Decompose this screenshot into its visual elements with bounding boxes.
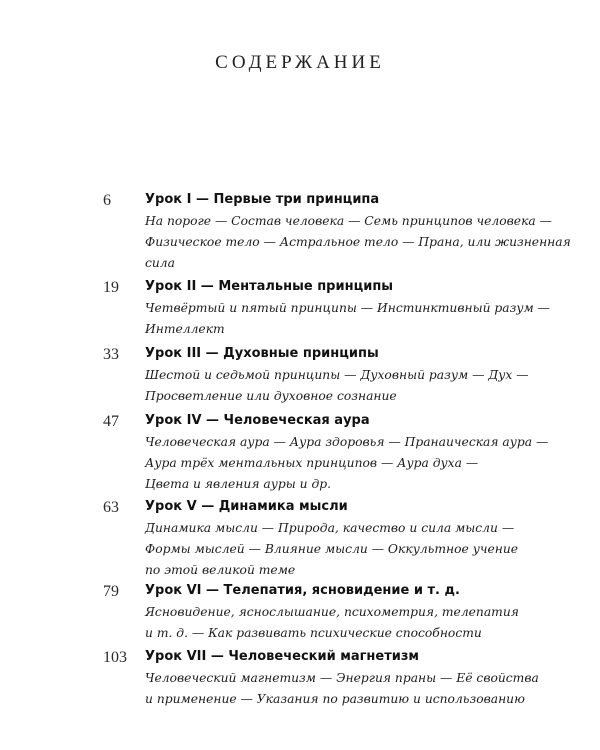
toc-entry-lesson-3[interactable]	[0, 346, 600, 403]
subtopics-line: Человеческий магнетизм — Энергия праны — Её свойства	[145, 671, 539, 685]
lesson-title[interactable]: Урок II — Ментальные принципы	[145, 279, 394, 294]
lesson-title[interactable]: Урок III — Духовные принципы	[145, 346, 379, 361]
toc-entry-lesson-6[interactable]	[0, 583, 600, 640]
toc-entry-lesson-7[interactable]	[0, 649, 600, 706]
subtopics-line: Шестой и седьмой принципы — Духовный разум — Дух —	[145, 368, 529, 382]
subtopics-line: и т. д. — Как развивать психические способности	[145, 626, 482, 640]
lesson-title[interactable]: Урок I — Первые три принципа	[145, 192, 380, 207]
page-number: 47	[103, 413, 119, 430]
subtopics-line: Физическое тело — Астральное тело — Прана, или жизненная	[145, 235, 571, 249]
lesson-title[interactable]: Урок IV — Человеческая аура	[145, 413, 370, 428]
subtopics-line: Интеллект	[145, 322, 225, 336]
page-number: 6	[103, 192, 111, 209]
lesson-title[interactable]: Урок VII — Человеческий магнетизм	[145, 649, 420, 664]
toc-entry-lesson-2[interactable]	[0, 279, 600, 336]
lesson-title[interactable]: Урок V — Динамика мысли	[145, 499, 348, 514]
subtopics-line: Аура трёх ментальных принципов — Аура духа —	[145, 456, 479, 470]
subtopics-line: сила	[145, 256, 175, 270]
subtopics-line: и применение — Указания по развитию и использованию	[145, 692, 525, 706]
subtopics-line: Цвета и явления ауры и др.	[145, 477, 332, 491]
subtopics-line: Динамика мысли — Природа, качество и сила мысли —	[145, 521, 515, 535]
toc-entry-lesson-5[interactable]	[0, 499, 600, 577]
subtopics-line: На пороге — Состав человека — Семь принципов человека —	[145, 214, 552, 228]
toc-entry-lesson-1[interactable]	[0, 192, 600, 270]
lesson-title[interactable]: Урок VI — Телепатия, ясновидение и т. д.	[145, 583, 460, 598]
subtopics-line: Человеческая аура — Аура здоровья — Пранаическая аура —	[145, 435, 549, 449]
subtopics-line: Формы мыслей — Влияние мысли — Оккультное учение	[145, 542, 519, 556]
toc-entry-lesson-4[interactable]	[0, 413, 600, 491]
subtopics-line: Просветление или духовное сознание	[145, 389, 397, 403]
page-title: СОДЕРЖАНИЕ	[215, 52, 385, 73]
subtopics-line: по этой великой теме	[145, 563, 296, 577]
page-number: 33	[103, 346, 119, 363]
page-number: 103	[103, 649, 127, 666]
subtopics-line: Ясновидение, яснослышание, психометрия, телепатия	[145, 605, 519, 619]
page-number: 63	[103, 499, 119, 516]
subtopics-line: Четвёртый и пятый принципы — Инстинктивный разум —	[145, 301, 550, 315]
page-number: 79	[103, 583, 119, 600]
page-number: 19	[103, 279, 119, 296]
